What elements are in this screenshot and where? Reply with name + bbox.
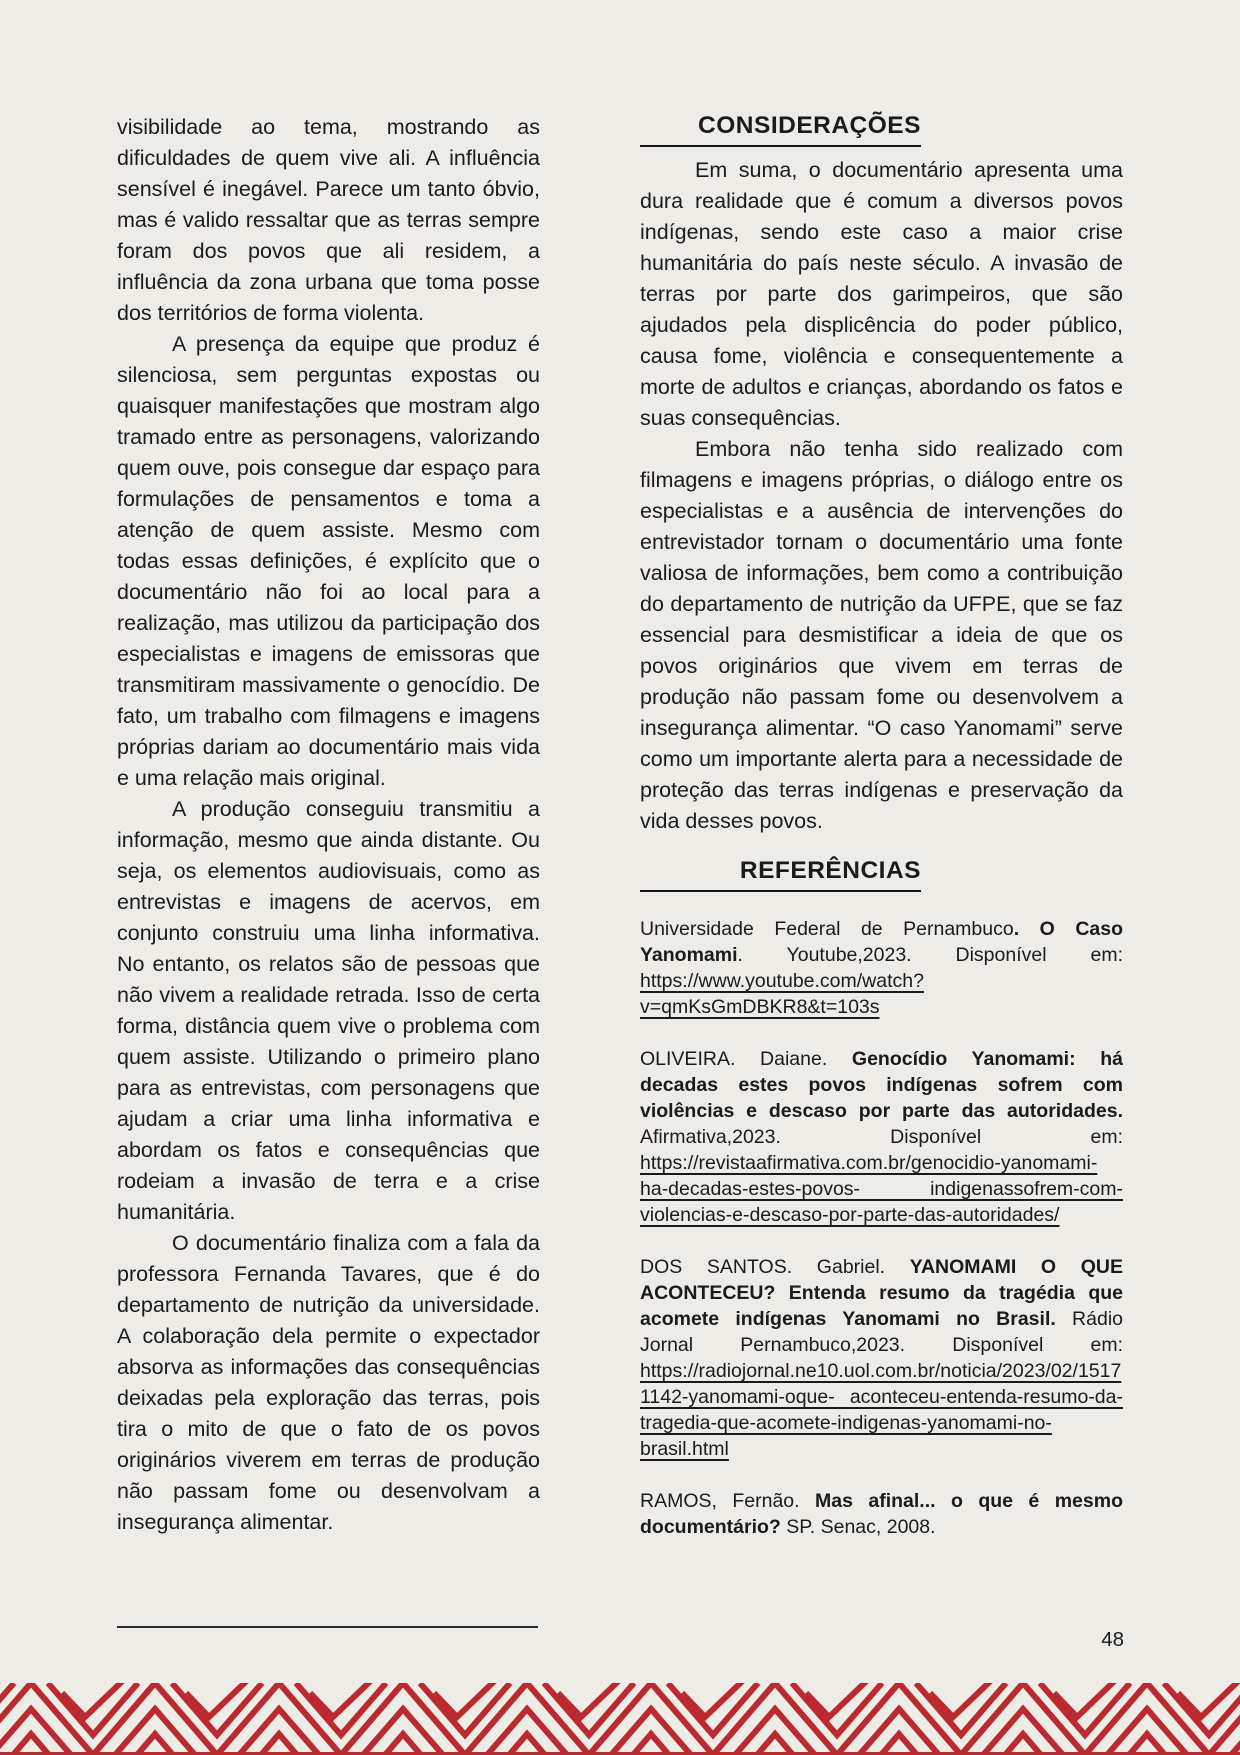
reference-text: Mas afinal... o que é mesmo documentário?	[640, 1490, 1123, 1538]
reference-text: Afirmativa,2023. Disponível em:	[640, 1126, 1123, 1148]
reference-item	[640, 1488, 1123, 1540]
reference-link[interactable]: https://revistaafirmativa.com.br/genocidio-yanomami-ha-decadas-estes-povos- indigenassofrem-com-violencias-e-descaso-por-parte-das-autoridades/	[640, 1152, 1123, 1226]
left-column	[117, 112, 540, 1566]
reference-item	[640, 1254, 1123, 1462]
considerations-heading-underline	[640, 112, 921, 147]
body-paragraph: O documentário finaliza com a fala da professora Fernanda Tavares, que é do departamento de nutrição da universidade. A colaboração dela permite o expectador absorva as informações das consequências deixadas pela exploração das terras, pois tira o mito de que o fato de os povos originários viverem em terras de produção não passam fome ou desenvolvam a insegurança alimentar.	[117, 1231, 540, 1534]
reference-text: YANOMAMI O QUE ACONTECEU? Entenda resumo da tragédia que acomete indígenas Yanomami no Brasil.	[640, 1256, 1123, 1330]
reference-text: . Youtube,2023. Disponível em:	[737, 944, 1123, 966]
body-paragraph: A presença da equipe que produz é silenciosa, sem perguntas expostas ou quaisquer manifestações que mostram algo tramado entre as personagens, valorizando quem ouve, pois consegue dar espaço para formulações de pensamentos e toma a atenção de quem assiste. Mesmo com todas essas definições, é explícito que o documentário não foi ao local para a realização, mas utilizou da participação dos especialistas e imagens de emissoras que transmitiram massivamente o genocídio. De fato, um trabalho com filmagens e imagens próprias dariam ao documentário mais vida e uma relação mais original.	[117, 332, 540, 790]
reference-item	[640, 1046, 1123, 1228]
footnote-rule	[117, 1626, 538, 1628]
reference-text: Rádio Jornal Pernambuco,2023. Disponível em:	[640, 1308, 1124, 1356]
reference-text: RAMOS, Fernão.	[640, 1490, 815, 1512]
references-heading-underline	[640, 857, 921, 892]
reference-text: . O Caso Yanomami	[640, 918, 1124, 966]
reference-link[interactable]: https://www.youtube.com/watch?v=qmKsGmDBKR8&t=103s	[640, 970, 924, 1018]
reference-item	[640, 916, 1123, 1020]
references-heading: REFERÊNCIAS	[739, 857, 921, 884]
reference-text: DOS SANTOS. Gabriel.	[640, 1256, 910, 1278]
body-paragraph: Em suma, o documentário apresenta uma dura realidade que é comum a diversos povos indígenas, sendo este caso a maior crise humanitária do país neste século. A invasão de terras por parte dos garimpeiros, que são ajudados pela displicência do poder público, causa fome, violência e consequentemente a morte de adultos e crianças, abordando os fatos e suas consequências.	[640, 158, 1123, 430]
reference-text: Universidade Federal de Pernambuco	[640, 918, 1014, 940]
zigzag-border-pattern	[0, 1683, 1240, 1755]
two-column-layout	[117, 112, 1123, 1566]
body-paragraph: visibilidade ao tema, mostrando as dificuldades de quem vive ali. A influência sensível é inegável. Parece um tanto óbvio, mas é valido ressaltar que as terras sempre foram dos povos que ali residem, a influência da zona urbana que toma posse dos territórios de forma violenta.	[117, 115, 540, 325]
right-column	[640, 112, 1123, 1566]
considerations-heading: CONSIDERAÇÕES	[698, 112, 921, 139]
reference-link[interactable]: https://radiojornal.ne10.uol.com.br/noticia/2023/02/15171142-yanomami-oque- aconteceu-entenda-resumo-da-tragedia-que-acomete-indigenas-yanomami-no-brasil.html	[640, 1360, 1123, 1460]
reference-text: SP. Senac, 2008.	[780, 1516, 936, 1538]
reference-text: Genocídio Yanomami: há decadas estes povos indígenas sofrem com violências e descaso por parte das autoridades.	[640, 1048, 1123, 1122]
page-number: 48	[1101, 1628, 1124, 1651]
reference-text: OLIVEIRA. Daiane.	[640, 1048, 852, 1070]
body-paragraph: Embora não tenha sido realizado com filmagens e imagens próprias, o diálogo entre os especialistas e a ausência de intervenções do entrevistador tornam o documentário uma fonte valiosa de informações, bem como a contribuição do departamento de nutrição da UFPE, que se faz essencial para desmistificar a ideia de que os povos originários que vivem em terras de produção não passam fome ou desenvolvem a insegurança alimentar. “O caso Yanomami” serve como um importante alerta para a necessidade de proteção das terras indígenas e preservação da vida desses povos.	[640, 437, 1123, 833]
body-paragraph: A produção conseguiu transmitiu a informação, mesmo que ainda distante. Ou seja, os elementos audiovisuais, como as entrevistas e imagens de acervos, em conjunto construiu uma linha informativa. No entanto, os relatos são de pessoas que não vivem a realidade retrada. Isso de certa forma, distância quem vive o problema com quem assiste. Utilizando o primeiro plano para as entrevistas, com personagens que ajudam a criar uma linha informativa e abordam os fatos e consequências que rodeiam a invasão de terra e a crise humanitária.	[117, 797, 540, 1224]
